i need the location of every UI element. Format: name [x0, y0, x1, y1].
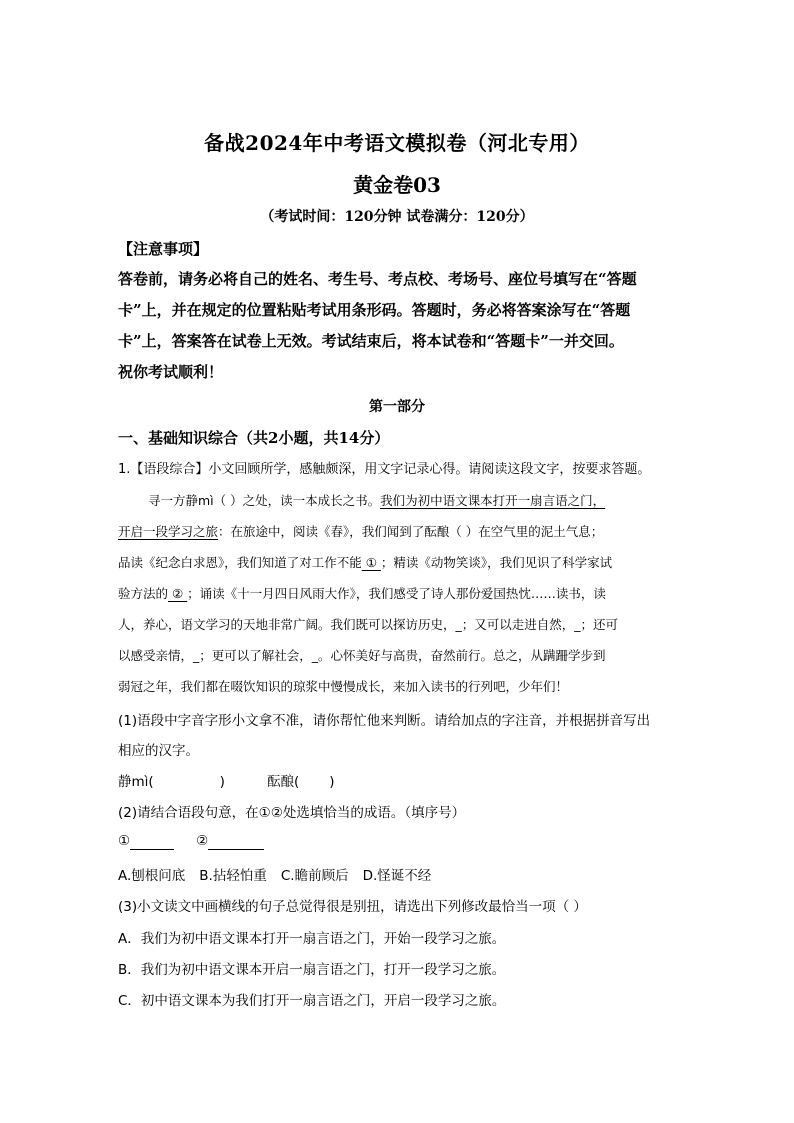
notice-line-2: 卡”上，并在规定的位置粘贴考试用条形码。答题时，务必将答案涂写在“答题: [118, 301, 631, 319]
option-c: C.瞻前顾后: [280, 868, 349, 884]
idiom-options: [118, 864, 688, 884]
notice-line-4: 祝你考试顺利！: [118, 363, 224, 381]
notice-heading: 【注意事项】: [118, 240, 209, 258]
sub-question-1-line-2: 相应的汉字。: [118, 743, 199, 759]
part-heading: 第一部分: [369, 399, 425, 415]
blank-1-answer-line[interactable]: [130, 833, 174, 850]
fill-in-row: [118, 770, 688, 790]
passage-line-5: 人，养心，语文学习的天地非常广阔。我们既可以探访历史，_；又可以走进自然，_；还可: [118, 617, 619, 632]
passage-text: ；精读《动物笑谈》，我们见识了科学家试: [380, 555, 613, 570]
passage-text: 寻一方静mì（ ）之处，读一本成长之书。: [148, 493, 381, 508]
underlined-sentence: 我们为初中语文课本打开一扇言语之门，: [380, 493, 606, 508]
passage-text: ；诵读《十一月四日风雨大作》，我们感受了诗人那份爱国热忱……读书，读: [187, 586, 606, 601]
option-a: A.刨根问底: [118, 868, 186, 884]
fill-label-yunniang: 酝酿(: [266, 774, 300, 790]
choice-a: A．我们为初中语文课本打开一扇言语之门，开始一段学习之旅。: [118, 931, 506, 947]
blank-1-label: ①: [118, 833, 131, 849]
passage-line-3: [118, 553, 688, 571]
blank-1: ①: [361, 555, 381, 570]
option-b: B.拈轻怕重: [199, 868, 267, 884]
exam-info: （考试时间：120分钟 试卷满分：120分）: [260, 209, 534, 225]
notice-line-3: 卡”上，答案答在试卷上无效。考试结束后，将本试卷和“答题卡”一并交回。: [118, 332, 624, 350]
exam-subtitle: 黄金卷03: [353, 173, 441, 197]
fill-close-yunniang: ): [329, 774, 335, 790]
passage-text: ：在旅途中，阅读《春》，我们闻到了酝酿（ ）在空气里的泥土气息；: [218, 524, 604, 539]
passage-line-6: 以感受亲情，_；更可以了解社会，_。心怀美好与高贵，奋然前行。总之，从蹒跚学步到: [118, 648, 606, 663]
passage-line-4: [118, 584, 688, 602]
passage-line-2: [118, 522, 688, 540]
passage-text: 验方法的: [118, 586, 169, 601]
fill-label-mi: 静mì(: [118, 774, 154, 790]
fill-close-mi: ): [219, 774, 225, 790]
underlined-sentence: 开启一段学习之旅: [118, 524, 219, 539]
blank-2: ②: [168, 586, 188, 601]
sub-question-2: (2)请结合语段句意，在①②处选填恰当的成语。（填序号）: [118, 805, 466, 821]
sub-question-1-line-1: (1)语段中字音字形小文拿不准，请你帮忙他来判断。请给加点的字注音，并根据拼音写出: [118, 713, 651, 729]
choice-c: C．初中语文课本为我们打开一扇言语之门，开启一段学习之旅。: [118, 993, 506, 1009]
passage-line-7: 弱冠之年，我们都在啜饮知识的琼浆中慢慢成长，来加入读书的行列吧，少年们！: [118, 679, 569, 694]
blank-2-answer-line[interactable]: [208, 833, 264, 850]
option-d: D.怪诞不经: [362, 868, 432, 884]
blank-2-label: ②: [196, 833, 209, 849]
question-1-intro: 1.【语段综合】小文回顾所学，感触颇深，用文字记录心得。请阅读这段文字，按要求答题。: [118, 462, 651, 477]
choice-b: B．我们为初中语文课本开启一扇言语之门，打开一段学习之旅。: [118, 962, 506, 978]
notice-line-1: 答卷前，请务必将自己的姓名、考生号、考点校、考场号、座位号填写在“答题: [118, 270, 637, 288]
section-heading: 一、基础知识综合（共2小题，共14分）: [118, 429, 390, 447]
passage-text: 品读《纪念白求恩》，我们知道了对工作不能: [118, 555, 362, 570]
blank-answer-row: [118, 833, 688, 850]
sub-question-3: (3)小文读文中画横线的句子总觉得很是别扭，请选出下列修改最恰当一项（ ）: [118, 899, 587, 915]
passage-line-1: [148, 491, 688, 509]
exam-title: 备战2024年中考语文模拟卷（河北专用）: [204, 131, 590, 155]
